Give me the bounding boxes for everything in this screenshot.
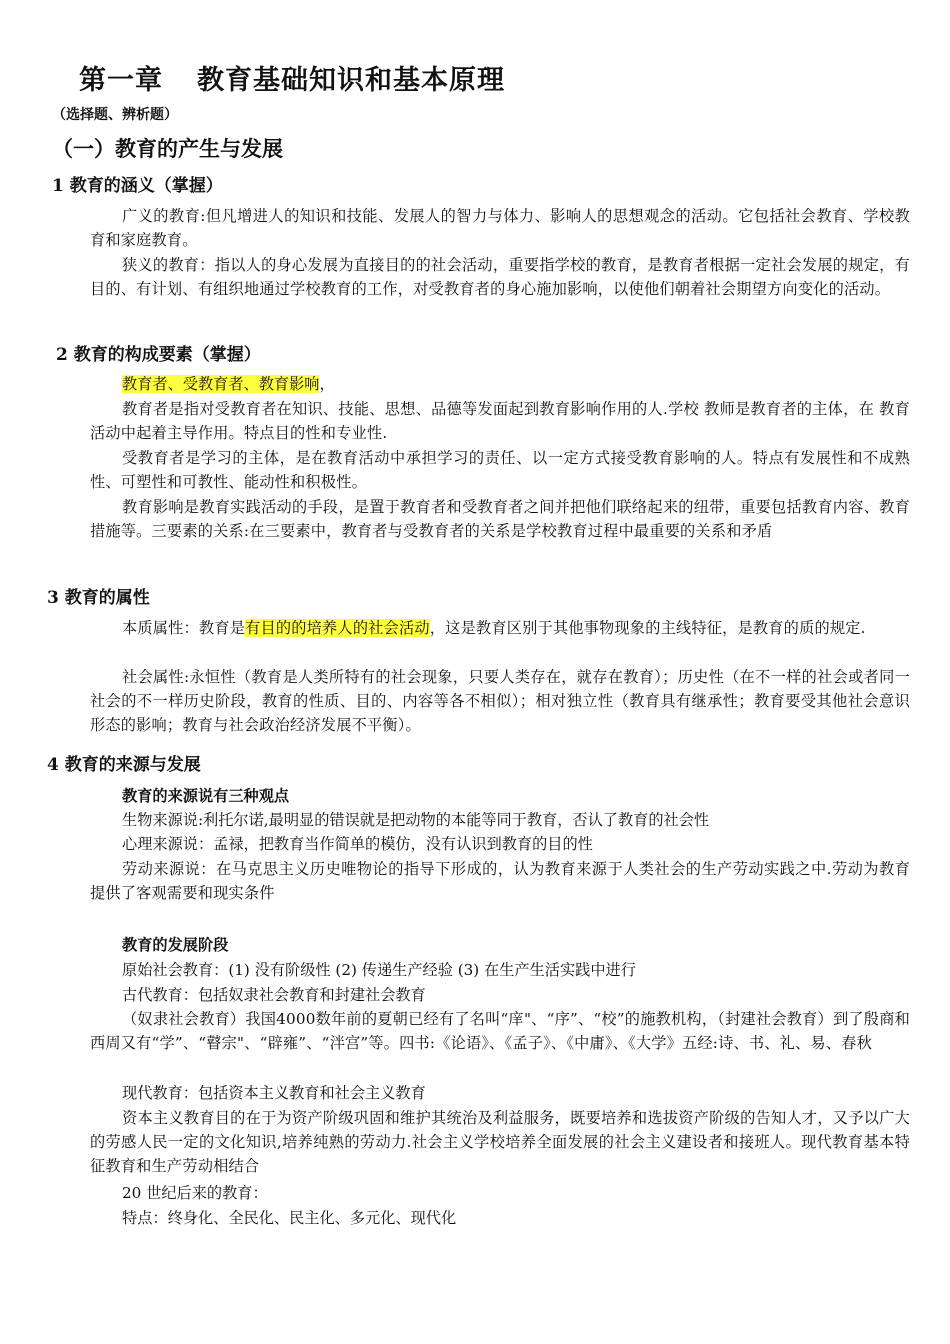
heading-education-elements: 2 教育的构成要素（掌握） — [56, 345, 261, 365]
paragraph-social-attribute: 社会属性:永恒性（教育是人类所特有的社会现象，只要人类存在，就存在教育）；历史性（在不一样的社会或者同一社会的不一样历史阶段，教育的性质、目的、内容等各不相似）；相对独立性（教育具有继承性；教育要受其他社会意识形态的影响；教育与社会政治经济发展不平衡）。 — [90, 668, 910, 734]
elements-tail: ， — [319, 375, 335, 393]
essential-pre: 本质属性：教育是 — [122, 619, 246, 637]
heading-education-meaning: 1 教育的涵义（掌握） — [52, 176, 223, 196]
chapter-title — [79, 58, 505, 97]
essential-post: ，这是教育区别于其他事物现象的主线特征，是教育的质的规定. — [429, 619, 866, 637]
paragraph-learner: 受教育者是学习的主体，是在教育活动中承担学习的责任、以一定方式接受教育影响的人。特点有发展性和不成熟性、可塑性和可教性、能动性和积极性。 — [90, 449, 910, 491]
stage-modern-detail: 资本主义教育目的在于为资产阶级巩固和维护其统治及利益服务，既要培养和选拔资产阶级的告知人才，又予以广大的劳感人民一定的文化知识,培养纯熟的劳动力.社会主义学校培养全面发展的社会主义建设者和接班人。现代教育基本特征教育和生产劳动相结合 — [90, 1109, 910, 1175]
stage-20th-century: 20 世纪后来的教育： — [122, 1184, 268, 1202]
origin-title: 教育的来源说有三种观点 — [122, 787, 290, 805]
heading-origin-development: 4 教育的来源与发展 — [47, 755, 201, 775]
stage-ancient: 古代教育：包括奴隶社会教育和封建社会教育 — [122, 986, 426, 1004]
highlight-elements: 教育者、受教育者、教育影响 — [122, 375, 320, 393]
highlight-essential: 有目的的培养人的社会活动 — [245, 619, 430, 637]
stage-title: 教育的发展阶段 — [122, 936, 229, 954]
paragraph-educator: 教育者是指对受教育者在知识、技能、思想、品德等发面起到教育影响作用的人.学校 教师是教育者的主体，在 教育活动中起着主导作用。特点目的性和专业性. — [90, 400, 910, 442]
question-type-note: （选择题、辨析题） — [52, 107, 178, 123]
origin-labor: 劳动来源说：在马克思主义历史唯物论的指导下形成的，认为教育来源于人类社会的生产劳动实践之中.劳动为教育提供了客观需要和现实条件 — [90, 860, 910, 902]
paragraph-influence: 教育影响是教育实践活动的手段，是置于教育者和受教育者之间并把他们联络起来的纽带，重要包括教育内容、教育措施等。三要素的关系:在三要素中，教育者与受教育者的关系是学校教育过程中最重要的关系和矛盾 — [90, 498, 910, 540]
stage-primitive: 原始社会教育：(1) 没有阶级性 (2) 传递生产经验 (3) 在生产生活实践中进行 — [122, 961, 636, 979]
chapter-number: 第一章 — [79, 65, 163, 96]
chapter-name: 教育基础知识和基本原理 — [197, 65, 505, 96]
paragraph-broad-education: 广义的教育:但凡增进人的知识和技能、发展人的智力与体力、影响人的思想观念的活动。它包括社会教育、学校教育和家庭教育。 — [90, 207, 910, 249]
stage-ancient-detail: （奴隶社会教育）我国4000数年前的夏朝已经有了名叫“庠"、“序”、“校”的施教机构，（封建社会教育）到了殷商和西周又有“学”、“瞽宗"、“辟雍”、“泮宫”等。四书:《论语》、《孟子》、《中庸》、《大学》五经:诗、书、礼、易、春秋 — [90, 1010, 910, 1052]
stage-features: 特点：终身化、全民化、民主化、多元化、现代化 — [122, 1209, 457, 1227]
elements-line — [122, 372, 335, 396]
origin-biological: 生物来源说:利托尔诺,最明显的错误就是把动物的本能等同于教育，否认了教育的社会性 — [122, 811, 710, 829]
paragraph-essential-attribute — [90, 616, 910, 640]
paragraph-narrow-education: 狭义的教育：指以人的身心发展为直接目的的社会活动，重要指学校的教育，是教育者根据一定社会发展的规定，有目的、有计划、有组织地通过学校教育的工作，对受教育者的身心施加影响，以使他们朝着社会期望方向变化的活动。 — [90, 256, 910, 298]
stage-modern: 现代教育：包括资本主义教育和社会主义教育 — [122, 1084, 426, 1102]
origin-psychological: 心理来源说：孟禄，把教育当作简单的模仿，没有认识到教育的目的性 — [122, 835, 593, 853]
heading-education-attributes: 3 教育的属性 — [47, 588, 150, 608]
section-heading: （一）教育的产生与发展 — [52, 136, 283, 161]
